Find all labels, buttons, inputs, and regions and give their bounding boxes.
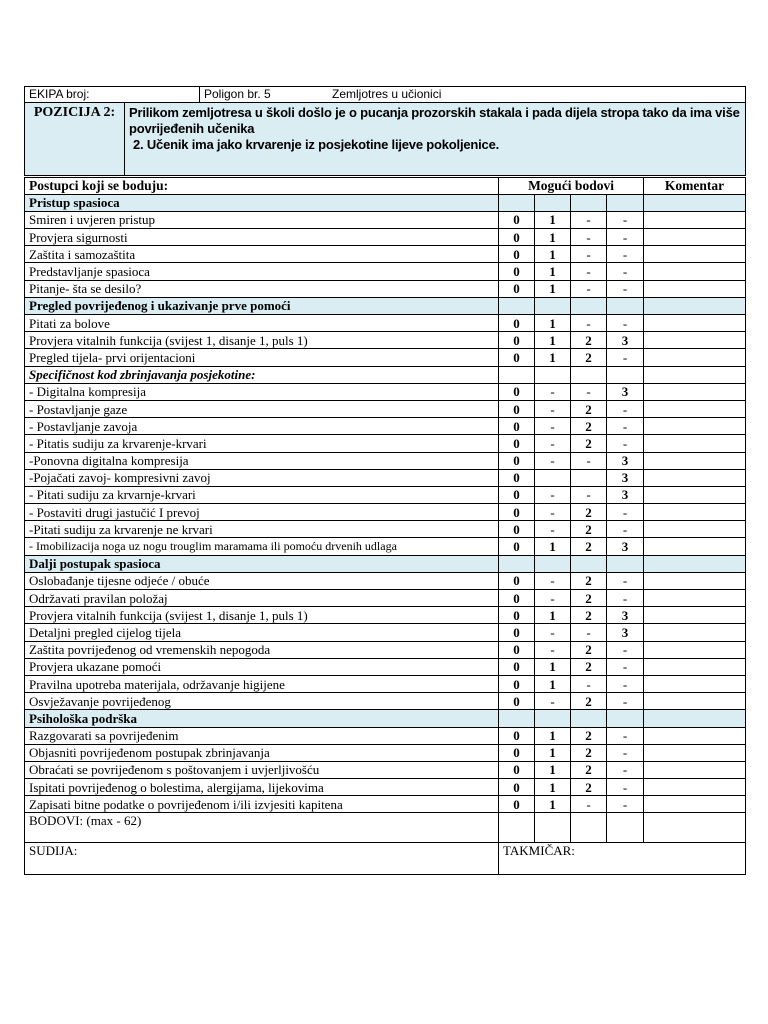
procedure-label: - Postaviti drugi jastučić I prevoj — [25, 504, 499, 521]
comment-cell[interactable] — [644, 349, 746, 366]
empty-cell — [499, 710, 535, 727]
points-cell: 3 — [607, 624, 644, 641]
comment-cell[interactable] — [644, 263, 746, 280]
points-cell: - — [535, 572, 571, 589]
points-cell: - — [607, 280, 644, 297]
procedure-label: Smiren i uvjeren pristup — [25, 211, 499, 228]
scoring-table-body — [25, 177, 746, 875]
points-cell: 0 — [499, 521, 535, 538]
points-header: Mogući bodovi — [499, 177, 644, 194]
points-cell: - — [571, 246, 607, 263]
points-cell: 1 — [535, 761, 571, 778]
empty-cell — [535, 366, 571, 383]
procedure-label: Ispitati povrijeđenog o bolestima, alergijama, lijekovima — [25, 779, 499, 796]
points-cell: - — [607, 572, 644, 589]
table-row — [25, 572, 746, 589]
total-label: BODOVI: (max - 62) — [25, 813, 499, 843]
points-cell: - — [571, 675, 607, 692]
procedure-label: - Imobilizacija noga uz nogu trouglim maramama ili pomoću drvenih udlaga — [25, 538, 499, 555]
comment-cell[interactable] — [644, 675, 746, 692]
table-row — [25, 779, 746, 796]
procedure-label: Provjera ukazane pomoći — [25, 658, 499, 675]
points-cell — [571, 469, 607, 486]
points-cell: - — [571, 624, 607, 641]
points-cell: - — [607, 796, 644, 813]
points-cell: - — [607, 744, 644, 761]
section-label: Pregled povrijeđenog i ukazivanje prve pomoći — [25, 297, 499, 314]
points-cell: 0 — [499, 504, 535, 521]
points-cell: - — [535, 504, 571, 521]
table-row — [25, 744, 746, 761]
points-cell: 0 — [499, 538, 535, 555]
comment-cell[interactable] — [644, 710, 746, 727]
comment-cell[interactable] — [644, 211, 746, 228]
points-cell: 0 — [499, 211, 535, 228]
comment-cell[interactable] — [644, 641, 746, 658]
empty-cell — [607, 710, 644, 727]
empty-cell — [607, 297, 644, 314]
points-cell: - — [571, 383, 607, 400]
section-row — [25, 194, 746, 211]
table-row — [25, 332, 746, 349]
points-cell: 1 — [535, 538, 571, 555]
table-row — [25, 263, 746, 280]
points-cell: - — [607, 246, 644, 263]
points-cell: 0 — [499, 332, 535, 349]
comment-cell[interactable] — [644, 572, 746, 589]
section-row — [25, 555, 746, 572]
table-row — [25, 383, 746, 400]
comment-cell[interactable] — [644, 504, 746, 521]
points-cell: 0 — [499, 486, 535, 503]
comment-cell[interactable] — [644, 469, 746, 486]
points-cell: 1 — [535, 607, 571, 624]
section-label: Psihološka podrška — [25, 710, 499, 727]
subsection-label: Specifičnost kod zbrinjavanja posjekotine: — [25, 366, 499, 383]
empty-cell — [571, 710, 607, 727]
points-cell: 1 — [535, 263, 571, 280]
points-cell: - — [607, 211, 644, 228]
points-cell: - — [535, 435, 571, 452]
competitor-signature-field[interactable]: TAKMIČAR: — [499, 843, 746, 875]
comment-cell[interactable] — [644, 521, 746, 538]
table-row — [25, 280, 746, 297]
points-cell: 1 — [535, 315, 571, 332]
sheet-title: Zemljotres u učionici — [332, 87, 442, 101]
points-cell: - — [535, 641, 571, 658]
points-cell: 3 — [607, 452, 644, 469]
points-cell: 0 — [499, 761, 535, 778]
section-label: Pristup spasioca — [25, 194, 499, 211]
points-cell: - — [607, 675, 644, 692]
points-cell: 2 — [571, 590, 607, 607]
points-cell: 1 — [535, 727, 571, 744]
points-cell: - — [535, 624, 571, 641]
points-cell: 0 — [499, 641, 535, 658]
points-cell: - — [535, 452, 571, 469]
table-row — [25, 521, 746, 538]
empty-cell — [499, 297, 535, 314]
position-label: POZICIJA 2: — [25, 102, 125, 175]
points-cell: 1 — [535, 796, 571, 813]
procedure-label: - Postavljanje gaze — [25, 400, 499, 417]
points-cell: 0 — [499, 658, 535, 675]
table-row — [25, 641, 746, 658]
points-cell: 2 — [571, 400, 607, 417]
points-cell: 0 — [499, 796, 535, 813]
points-cell: - — [607, 693, 644, 710]
empty-cell — [571, 194, 607, 211]
procedure-label: Predstavljanje spasioca — [25, 263, 499, 280]
judge-signature-field[interactable]: SUDIJA: — [25, 843, 499, 875]
table-row — [25, 658, 746, 675]
table-row — [25, 229, 746, 246]
table-row — [25, 675, 746, 692]
points-cell: 2 — [571, 727, 607, 744]
comment-cell[interactable] — [644, 229, 746, 246]
points-cell: 0 — [499, 675, 535, 692]
points-cell: 3 — [607, 486, 644, 503]
procedure-label: Zaštita i samozaštita — [25, 246, 499, 263]
points-cell: - — [607, 418, 644, 435]
points-cell: - — [571, 280, 607, 297]
points-cell: - — [607, 435, 644, 452]
procedure-label: Zapisati bitne podatke o povrijeđenom i/ili izvjesiti kapitena — [25, 796, 499, 813]
points-cell: - — [571, 229, 607, 246]
procedure-label: Provjera vitalnih funkcija (svijest 1, disanje 1, puls 1) — [25, 607, 499, 624]
table-row — [25, 486, 746, 503]
polygon-label: Poligon br. 5 — [204, 87, 271, 101]
section-row — [25, 710, 746, 727]
points-cell: 0 — [499, 779, 535, 796]
points-cell: - — [607, 349, 644, 366]
points-cell: - — [607, 779, 644, 796]
procedure-label: -Pojačati zavoj- kompresivni zavoj — [25, 469, 499, 486]
comment-cell[interactable] — [644, 607, 746, 624]
total-points-cell[interactable] — [571, 813, 607, 843]
points-cell: 2 — [571, 332, 607, 349]
table-row — [25, 624, 746, 641]
empty-cell — [499, 366, 535, 383]
polygon-title-cell — [200, 87, 746, 103]
comment-cell[interactable] — [644, 590, 746, 607]
empty-cell — [535, 194, 571, 211]
points-cell: 0 — [499, 229, 535, 246]
points-cell: - — [571, 211, 607, 228]
empty-cell — [607, 194, 644, 211]
scenario-line-1: Prilikom zemljotresa u školi došlo je o pucanja prozorskih stakala i pada dijela stropa tako da ima više povrijeđenih učenika — [129, 104, 740, 136]
points-cell: 2 — [571, 641, 607, 658]
procedure-label: Provjera vitalnih funkcija (svijest 1, disanje 1, puls 1) — [25, 332, 499, 349]
points-cell: 2 — [571, 744, 607, 761]
empty-cell — [535, 297, 571, 314]
comment-cell[interactable] — [644, 297, 746, 314]
points-cell: 1 — [535, 675, 571, 692]
comment-cell[interactable] — [644, 727, 746, 744]
points-cell: 2 — [571, 521, 607, 538]
comment-cell[interactable] — [644, 624, 746, 641]
table-row — [25, 418, 746, 435]
comment-cell[interactable] — [644, 400, 746, 417]
points-cell: 3 — [607, 538, 644, 555]
table-row — [25, 796, 746, 813]
points-cell: 0 — [499, 624, 535, 641]
points-cell: 1 — [535, 332, 571, 349]
table-row — [25, 469, 746, 486]
points-cell: - — [607, 315, 644, 332]
points-cell: - — [571, 452, 607, 469]
signature-row — [25, 843, 746, 875]
points-cell: - — [535, 693, 571, 710]
team-number-cell — [25, 87, 200, 103]
comment-cell[interactable] — [644, 779, 746, 796]
points-cell: 0 — [499, 349, 535, 366]
points-cell: - — [571, 796, 607, 813]
procedure-label: Razgovarati sa povrijeđenim — [25, 727, 499, 744]
comment-cell[interactable] — [644, 744, 746, 761]
points-cell: - — [607, 504, 644, 521]
empty-cell — [571, 297, 607, 314]
points-cell: 1 — [535, 349, 571, 366]
total-points-cell[interactable] — [607, 813, 644, 843]
points-cell — [535, 469, 571, 486]
header-table — [24, 86, 746, 103]
comment-cell[interactable] — [644, 383, 746, 400]
table-row — [25, 538, 746, 555]
points-cell: - — [607, 263, 644, 280]
points-cell: 2 — [571, 693, 607, 710]
procedure-label: Pravilna upotreba materijala, održavanje higijene — [25, 675, 499, 692]
points-cell: 1 — [535, 744, 571, 761]
comment-cell[interactable] — [644, 658, 746, 675]
points-cell: 0 — [499, 280, 535, 297]
points-cell: 1 — [535, 658, 571, 675]
table-row — [25, 400, 746, 417]
scoring-table — [24, 177, 746, 876]
procedure-label: -Ponovna digitalna kompresija — [25, 452, 499, 469]
procedure-label: Pitati za bolove — [25, 315, 499, 332]
points-cell: - — [571, 263, 607, 280]
empty-cell — [499, 555, 535, 572]
table-row — [25, 693, 746, 710]
table-row — [25, 504, 746, 521]
empty-cell — [499, 194, 535, 211]
points-cell: 0 — [499, 400, 535, 417]
points-cell: 1 — [535, 211, 571, 228]
points-cell: 0 — [499, 418, 535, 435]
scenario-line-2: 2. Učenik ima jako krvarenje iz posjekotine lijeve pokoljenice. — [133, 136, 500, 152]
comment-cell[interactable] — [644, 366, 746, 383]
points-cell: 0 — [499, 263, 535, 280]
points-cell: 0 — [499, 590, 535, 607]
points-cell: 2 — [571, 779, 607, 796]
points-cell: - — [571, 486, 607, 503]
procedure-label: - Pitatis sudiju za krvarenje-krvari — [25, 435, 499, 452]
points-cell: 2 — [571, 435, 607, 452]
comment-cell[interactable] — [644, 280, 746, 297]
points-cell: 2 — [571, 607, 607, 624]
comment-cell[interactable] — [644, 796, 746, 813]
procedure-label: Provjera sigurnosti — [25, 229, 499, 246]
points-cell: 2 — [571, 418, 607, 435]
points-cell: - — [607, 727, 644, 744]
empty-cell — [571, 366, 607, 383]
subsection-row — [25, 366, 746, 383]
comment-cell[interactable] — [644, 452, 746, 469]
empty-cell — [607, 555, 644, 572]
team-label: EKIPA broj: — [29, 87, 90, 101]
points-cell: 0 — [499, 452, 535, 469]
points-cell: 0 — [499, 572, 535, 589]
points-cell: - — [607, 590, 644, 607]
comment-cell[interactable] — [644, 315, 746, 332]
procedure-label: Detaljni pregled cijelog tijela — [25, 624, 499, 641]
table-header-row — [25, 177, 746, 194]
procedure-label: Objasniti povrijeđenom postupak zbrinjavanja — [25, 744, 499, 761]
comment-cell[interactable] — [644, 246, 746, 263]
table-row — [25, 435, 746, 452]
points-cell: 1 — [535, 246, 571, 263]
points-cell: 0 — [499, 469, 535, 486]
table-row — [25, 761, 746, 778]
points-cell: - — [535, 418, 571, 435]
empty-cell — [535, 555, 571, 572]
procedure-label: Zaštita povrijeđenog od vremenskih nepogoda — [25, 641, 499, 658]
comment-cell[interactable] — [644, 538, 746, 555]
comment-cell[interactable] — [644, 332, 746, 349]
procedure-label: - Pitati sudiju za krvarnje-krvari — [25, 486, 499, 503]
points-cell: 0 — [499, 246, 535, 263]
points-cell: - — [535, 590, 571, 607]
procedure-label: Osvježavanje povrijeđenog — [25, 693, 499, 710]
points-cell: - — [607, 641, 644, 658]
comment-cell[interactable] — [644, 761, 746, 778]
procedure-label: Održavati pravilan položaj — [25, 590, 499, 607]
points-cell: 3 — [607, 332, 644, 349]
empty-cell — [571, 555, 607, 572]
points-cell: 3 — [607, 383, 644, 400]
procedure-label: - Postavljanje zavoja — [25, 418, 499, 435]
table-row — [25, 246, 746, 263]
procedure-label: Oslobađanje tijesne odjeće / obuće — [25, 572, 499, 589]
total-points-cell[interactable] — [499, 813, 535, 843]
points-cell: 3 — [607, 607, 644, 624]
empty-cell — [535, 710, 571, 727]
points-cell: 0 — [499, 435, 535, 452]
points-cell: 0 — [499, 693, 535, 710]
points-cell: - — [535, 400, 571, 417]
procedures-header: Postupci koji se boduju: — [25, 177, 499, 194]
table-row — [25, 315, 746, 332]
table-row — [25, 590, 746, 607]
scoring-sheet — [24, 86, 745, 875]
procedure-label: - Digitalna kompresija — [25, 383, 499, 400]
comment-header: Komentar — [644, 177, 746, 194]
procedure-label: -Pitati sudiju za krvarenje ne krvari — [25, 521, 499, 538]
points-cell: 3 — [607, 469, 644, 486]
section-row — [25, 297, 746, 314]
table-row — [25, 607, 746, 624]
procedure-label: Pregled tijela- prvi orijentacioni — [25, 349, 499, 366]
points-cell: 2 — [571, 538, 607, 555]
points-cell: 0 — [499, 727, 535, 744]
comment-cell[interactable] — [644, 486, 746, 503]
procedure-label: Obraćati se povrijeđenom s poštovanjem i uvjerljivošću — [25, 761, 499, 778]
points-cell: - — [607, 400, 644, 417]
total-points-cell[interactable] — [535, 813, 571, 843]
points-cell: 2 — [571, 504, 607, 521]
points-cell: - — [607, 761, 644, 778]
section-label: Dalji postupak spasioca — [25, 555, 499, 572]
comment-cell[interactable] — [644, 693, 746, 710]
comment-cell[interactable] — [644, 418, 746, 435]
table-row — [25, 452, 746, 469]
points-cell: - — [535, 521, 571, 538]
points-cell: 2 — [571, 349, 607, 366]
points-cell: - — [535, 383, 571, 400]
points-cell: 0 — [499, 383, 535, 400]
points-cell: - — [535, 486, 571, 503]
total-row — [25, 813, 746, 843]
points-cell: 0 — [499, 607, 535, 624]
points-cell: - — [571, 315, 607, 332]
points-cell: - — [607, 229, 644, 246]
points-cell: 0 — [499, 744, 535, 761]
points-cell: 1 — [535, 229, 571, 246]
points-cell: 0 — [499, 315, 535, 332]
points-cell: 2 — [571, 761, 607, 778]
scenario-table — [24, 102, 746, 176]
total-comment-cell[interactable] — [644, 813, 746, 843]
empty-cell — [607, 366, 644, 383]
procedure-label: Pitanje- šta se desilo? — [25, 280, 499, 297]
comment-cell[interactable] — [644, 555, 746, 572]
comment-cell[interactable] — [644, 194, 746, 211]
table-row — [25, 211, 746, 228]
points-cell: 1 — [535, 779, 571, 796]
points-cell: 2 — [571, 572, 607, 589]
table-row — [25, 349, 746, 366]
points-cell: - — [607, 521, 644, 538]
points-cell: - — [607, 658, 644, 675]
scenario-text — [125, 102, 746, 175]
comment-cell[interactable] — [644, 435, 746, 452]
table-row — [25, 727, 746, 744]
points-cell: 2 — [571, 658, 607, 675]
points-cell: 1 — [535, 280, 571, 297]
